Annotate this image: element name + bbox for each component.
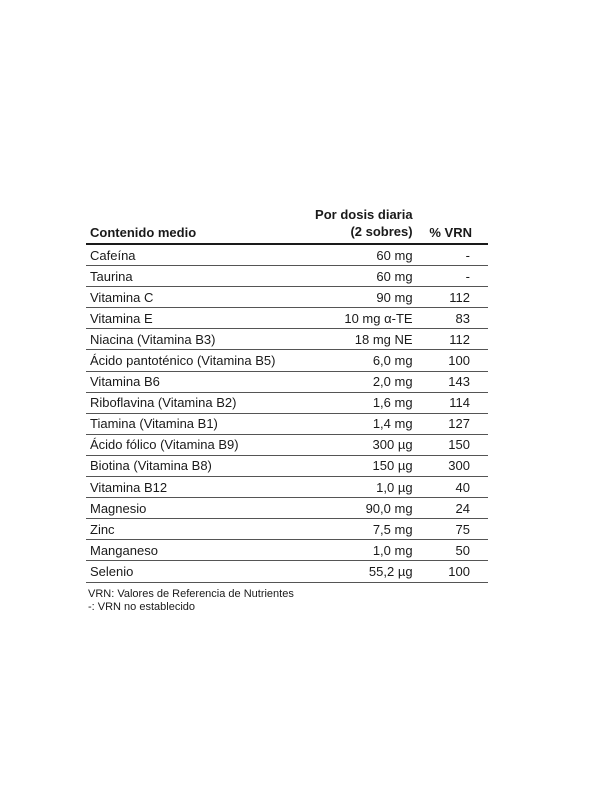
table-row [86,350,488,371]
nutrient-vrn: 40 [455,479,470,495]
table-row [86,245,488,266]
footnotes [88,588,294,614]
nutrient-dose: 1,6 mg [372,395,413,411]
nutrient-name: Biotina (Vitamina B8) [90,458,212,474]
nutrient-vrn: 75 [455,521,470,537]
header-vrn: % VRN [429,225,472,240]
table-row [86,456,488,477]
nutrient-name: Vitamina B6 [90,374,160,390]
nutrient-vrn: - [465,268,470,284]
nutrient-vrn: 114 [449,395,470,411]
nutrient-dose: 60 mg [376,247,413,263]
table-row [86,477,488,498]
nutrient-name: Ácido pantoténico (Vitamina B5) [90,353,276,369]
nutrient-dose: 1,4 mg [372,416,413,432]
nutrient-name: Vitamina C [90,289,154,305]
nutrient-dose: 90,0 mg [365,500,413,516]
header-dose-line2: (2 sobres) [350,224,413,239]
nutrient-vrn: 100 [448,353,470,369]
nutrient-vrn: 143 [448,374,470,390]
footnote-vrn: VRN: Valores de Referencia de Nutrientes [88,588,294,600]
table-row [86,329,488,350]
table-row [86,308,488,329]
nutrient-dose: 1,0 µg [376,479,413,495]
footnote-not-established: -: VRN no establecido [88,601,195,613]
nutrient-vrn: 24 [455,500,470,516]
nutrient-dose: 90 mg [376,289,413,305]
nutrient-dose: 1,0 mg [372,542,413,558]
nutrient-dose: 55,2 µg [368,563,413,579]
nutrient-vrn: 150 [448,437,470,453]
nutrient-dose: 10 mg α-TE [344,310,413,326]
nutrient-name: Vitamina B12 [90,479,168,495]
table-row [86,561,488,582]
nutrient-name: Manganeso [90,542,158,558]
table-row [86,519,488,540]
nutrient-dose: 18 mg NE [354,331,413,347]
table-row [86,287,488,308]
nutrient-vrn: 300 [448,458,470,474]
nutrient-dose: 6,0 mg [372,353,413,369]
nutrient-vrn: 100 [448,563,470,579]
nutrient-vrn: 112 [449,289,470,305]
nutrient-name: Riboflavina (Vitamina B2) [90,395,237,411]
table-row [86,498,488,519]
header-dose [284,206,417,240]
nutrient-dose: 150 µg [372,458,413,474]
nutrient-vrn: 127 [448,416,470,432]
nutrient-dose: 60 mg [376,268,413,284]
nutrient-name: Taurina [90,268,133,284]
table-row [86,540,488,561]
table-body [86,245,488,583]
nutrient-vrn: - [465,247,470,263]
nutrient-dose: 300 µg [372,437,413,453]
table-row [86,266,488,287]
nutrient-vrn: 83 [455,310,470,326]
header-dose-line1: Por dosis diaria [315,207,413,222]
nutrient-name: Vitamina E [90,310,153,326]
nutrient-name: Ácido fólico (Vitamina B9) [90,437,239,453]
nutrient-name: Magnesio [90,500,147,516]
nutrient-name: Selenio [90,563,134,579]
nutrient-name: Cafeína [90,247,136,263]
nutrient-name: Tiamina (Vitamina B1) [90,416,218,432]
table-row [86,372,488,393]
table-row [86,414,488,435]
nutrition-table [86,200,488,583]
table-row [86,435,488,456]
nutrient-vrn: 50 [455,542,470,558]
nutrient-dose: 2,0 mg [372,374,413,390]
header-content: Contenido medio [90,225,197,240]
table-row [86,393,488,414]
nutrient-name: Zinc [90,521,115,537]
nutrient-vrn: 112 [449,331,470,347]
table-header [86,200,488,245]
nutrient-name: Niacina (Vitamina B3) [90,331,216,347]
nutrient-dose: 7,5 mg [372,521,413,537]
